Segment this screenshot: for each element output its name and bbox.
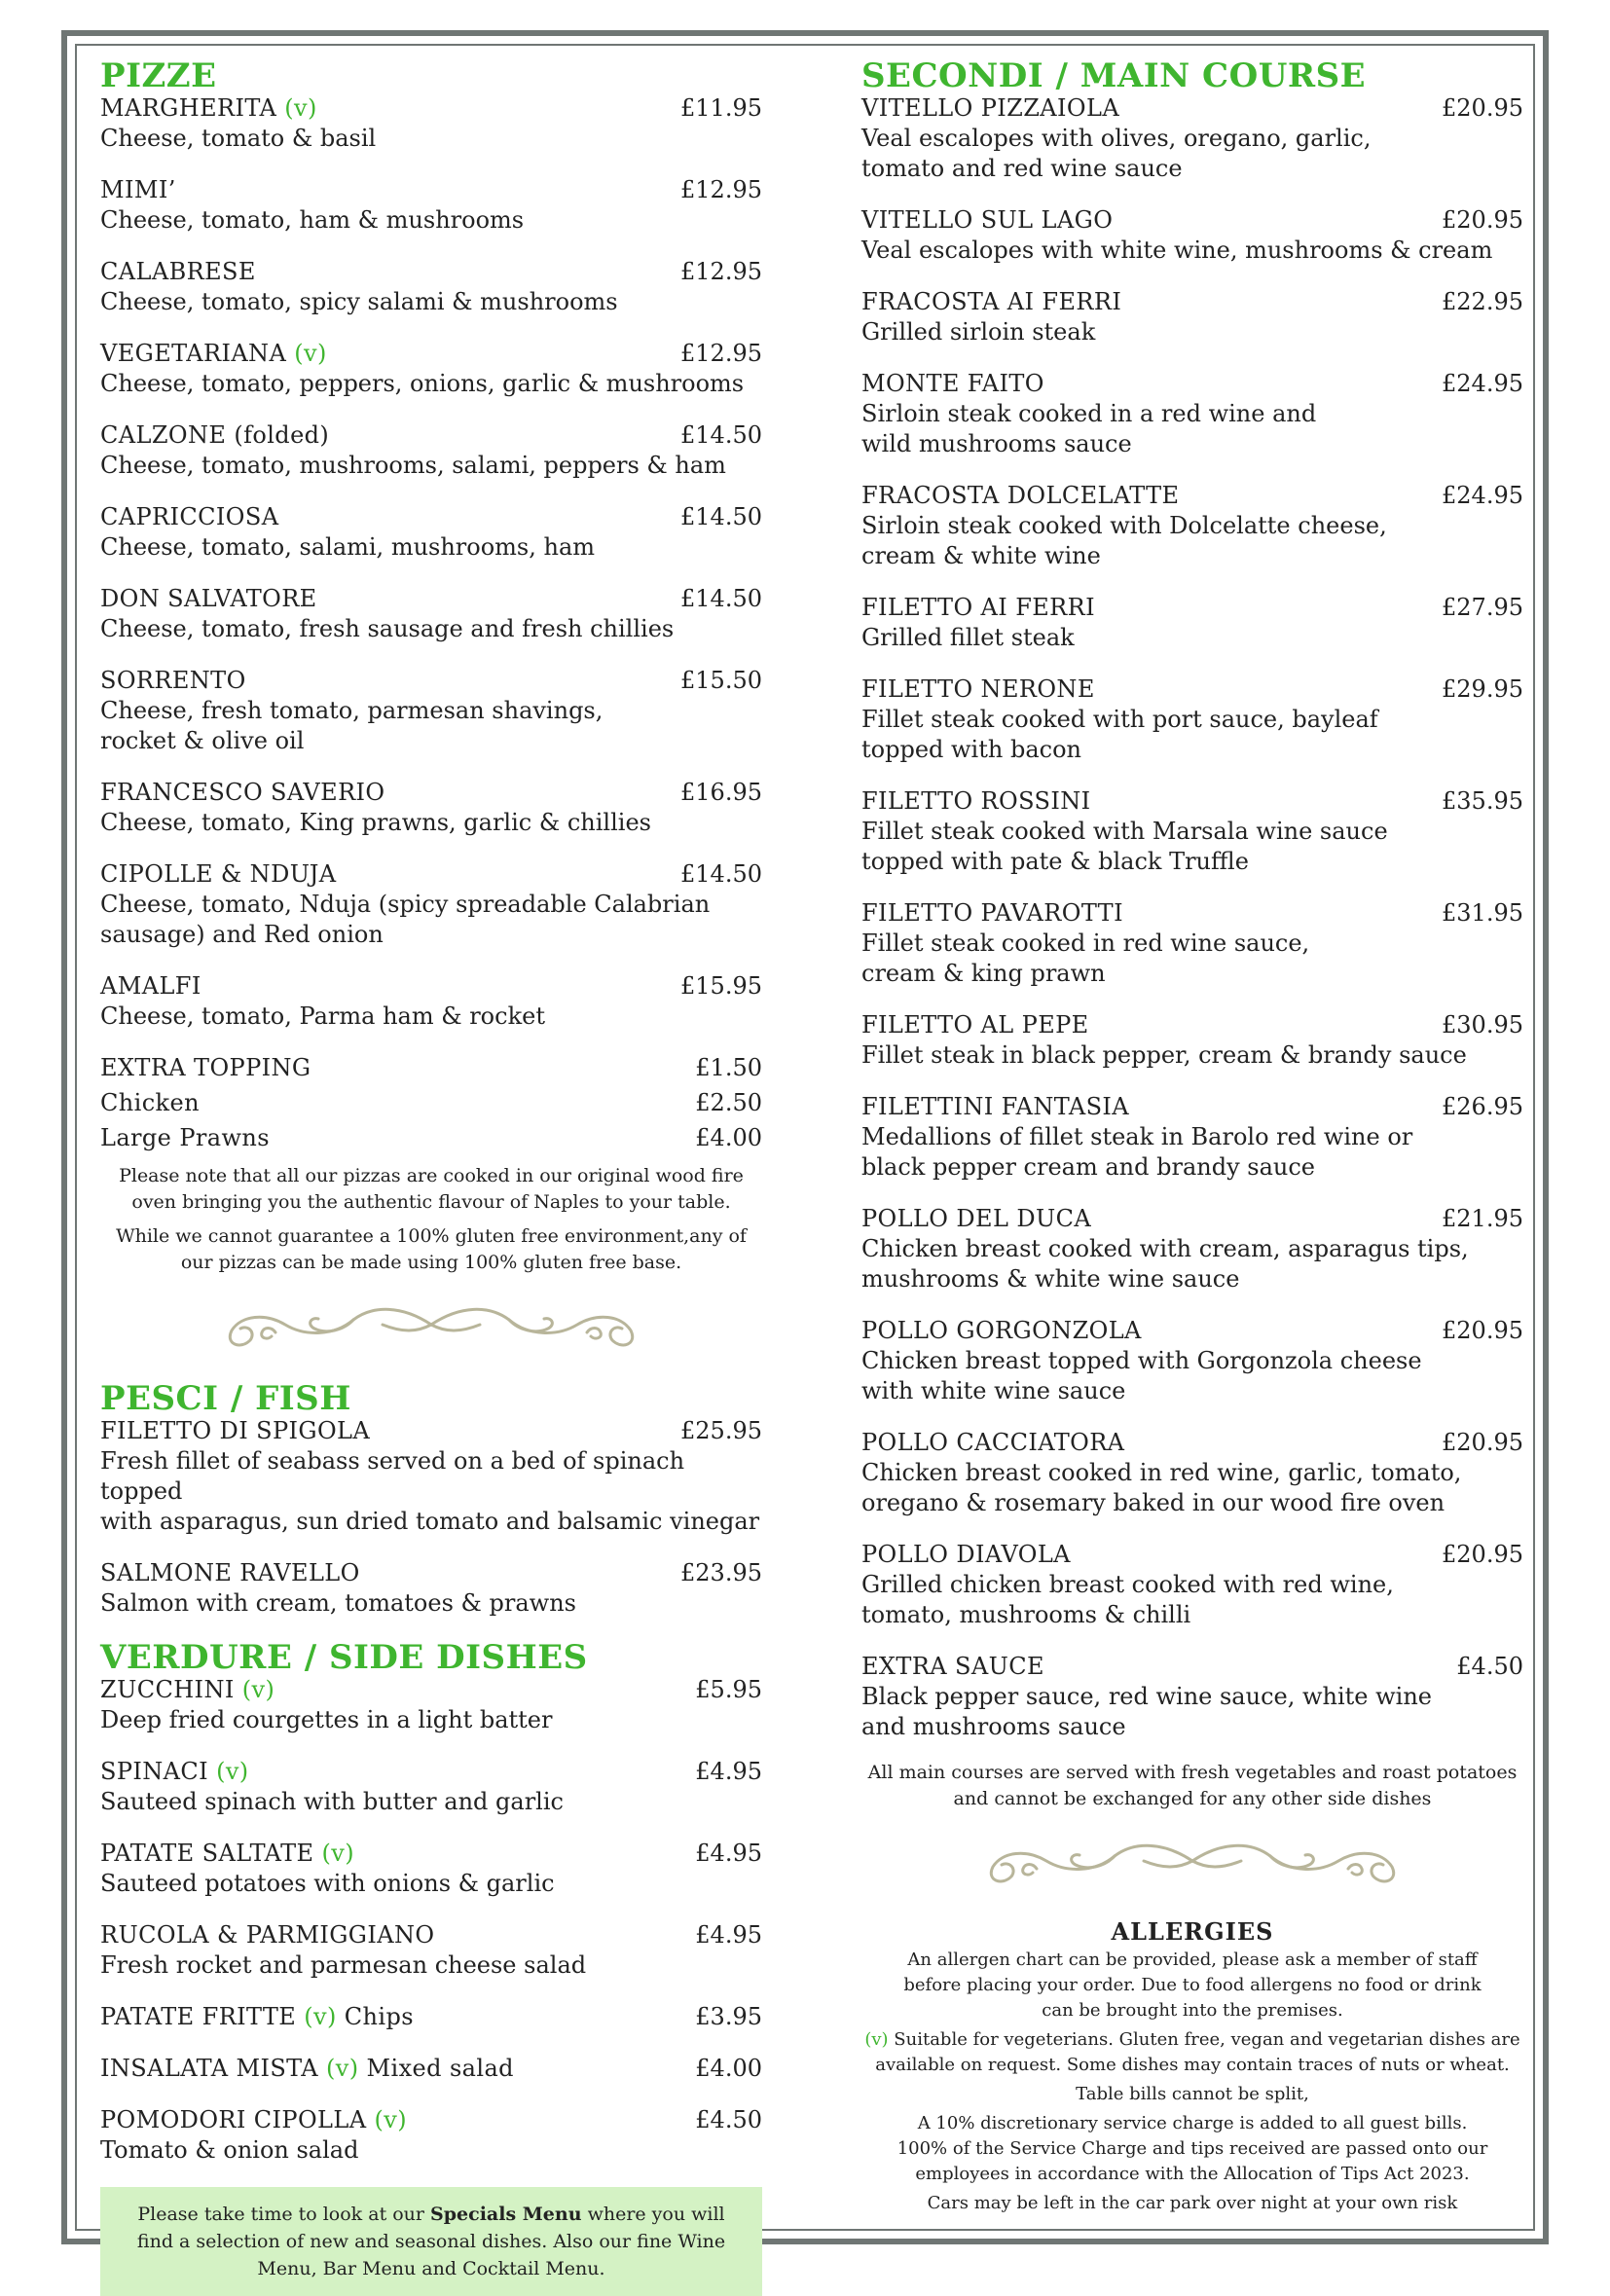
allergies-text-4: A 10% discretionary service charge is added to all guest bills. 100% of the Service Charge and tips received are passed onto our employees in accordance with the Allocation of Tips Act 2023. <box>896 2113 1488 2184</box>
menu-item-row <box>861 1316 1523 1346</box>
menu-item-row <box>100 1839 762 1869</box>
menu-item <box>100 339 762 399</box>
menu-item-title: PATATE SALTATE <box>100 1840 322 1867</box>
menu-item-row <box>100 420 762 451</box>
menu-item <box>100 93 762 154</box>
allergies-veg-text: Suitable for vegeterians. Gluten free, vegan and vegetarian dishes are available on request. Some dishes may contain traces of nuts or wheat. <box>875 2029 1520 2075</box>
menu-item-name <box>861 1428 1124 1458</box>
pizza-note-2: While we cannot guarantee a 100% gluten free environment,any of our pizzas can be made using 100% gluten free base. <box>116 1225 747 1273</box>
menu-item-description: Sauteed spinach with butter and garlic <box>100 1788 564 1815</box>
specials-pre: Please take time to look at our <box>137 2204 431 2225</box>
menu-item-price: £20.95 <box>1442 1317 1523 1344</box>
allergies-text-3: Table bills cannot be split, <box>1076 2084 1309 2104</box>
menu-item-name <box>100 339 327 369</box>
pesci-list <box>100 1416 762 1619</box>
menu-item <box>861 1540 1523 1630</box>
menu-item-price: £14.50 <box>680 585 762 612</box>
menu-item-title: PATATE FRITTE <box>100 2003 305 2030</box>
menu-item-description: Cheese, tomato, fresh sausage and fresh chillies <box>100 615 675 642</box>
menu-item-description: Sauteed potatoes with onions & garlic <box>100 1870 555 1897</box>
allergies-text-2 <box>861 2027 1523 2078</box>
menu-item-price: £25.95 <box>680 1417 762 1444</box>
menu-item-description: Sirloin steak cooked in a red wine and wild mushrooms sauce <box>861 400 1317 457</box>
menu-item-price: £35.95 <box>1442 787 1523 815</box>
menu-item-description: Cheese, tomato, Parma ham & rocket <box>100 1002 545 1030</box>
menu-item <box>100 666 762 756</box>
menu-item-name <box>100 2002 414 2032</box>
menu-item-row <box>100 93 762 124</box>
menu-item <box>100 1675 762 1735</box>
menu-item <box>100 2054 762 2084</box>
menu-item-price: £31.95 <box>1442 899 1523 927</box>
verdure-heading: VERDURE / SIDE DISHES <box>100 1638 588 1677</box>
menu-item-title: FILETTO NERONE <box>861 675 1095 703</box>
extra-topping-price: £2.50 <box>695 1089 762 1116</box>
menu-item-name <box>100 971 201 1002</box>
extra-topping-row <box>100 1123 762 1153</box>
menu-item-price: £12.95 <box>680 176 762 203</box>
menu-item-row <box>861 1010 1523 1040</box>
verdure-list <box>100 1675 762 2166</box>
menu-item-name <box>861 1010 1089 1040</box>
menu-item-title: FRACOSTA DOLCELATTE <box>861 482 1180 509</box>
menu-item-description: Cheese, tomato, peppers, onions, garlic & mushrooms <box>100 370 745 397</box>
menu-item-title: FRACOSTA AI FERRI <box>861 288 1122 315</box>
menu-item-row <box>861 898 1523 929</box>
menu-item-subtitle: Mixed salad <box>358 2055 514 2082</box>
menu-item-price: £20.95 <box>1442 1541 1523 1568</box>
menu-item-price: £3.95 <box>695 2003 762 2030</box>
menu-item-price: £26.95 <box>1442 1093 1523 1120</box>
allergies-text-1: An allergen chart can be provided, please ask a member of staff before placing your order. Due to food allergens no food or drink can be brought into the premises. <box>903 1950 1482 2021</box>
pizza-note <box>100 1163 762 1276</box>
menu-item-description: Salmon with cream, tomatoes & prawns <box>100 1589 576 1617</box>
menu-item-description: Fresh rocket and parmesan cheese salad <box>100 1951 587 1979</box>
menu-item-row <box>100 778 762 808</box>
menu-item-row <box>861 786 1523 817</box>
menu-item <box>861 1204 1523 1294</box>
menu-item-title: DON SALVATORE <box>100 585 317 612</box>
menu-item-name <box>100 1920 434 1950</box>
menu-item-title: VITELLO SUL LAGO <box>861 206 1114 234</box>
menu-item <box>100 1920 762 1981</box>
menu-item-title: EXTRA SAUCE <box>861 1653 1044 1680</box>
menu-item-title: POMODORI CIPOLLA <box>100 2106 375 2133</box>
menu-item-row <box>100 2054 762 2084</box>
menu-item-name <box>100 859 336 890</box>
menu-item-name <box>100 175 176 205</box>
menu-item-price: £4.95 <box>695 1758 762 1785</box>
menu-item-title: POLLO DIAVOLA <box>861 1541 1071 1568</box>
menu-item-description: Chicken breast topped with Gorgonzola cheese with white wine sauce <box>861 1347 1422 1404</box>
menu-item-description: Cheese, tomato & basil <box>100 125 377 152</box>
menu-item-description: Cheese, tomato, mushrooms, salami, peppers & ham <box>100 452 726 479</box>
menu-item-name <box>861 1204 1091 1234</box>
menu-item-description: Veal escalopes with white wine, mushrooms & cream <box>861 237 1493 264</box>
vegetarian-marker: (v) <box>241 1676 275 1703</box>
specials-box <box>100 2187 762 2296</box>
menu-item-title: MONTE FAITO <box>861 370 1044 397</box>
menu-item-title: FILETTO AI FERRI <box>861 594 1095 621</box>
menu-item-title: CALZONE (folded) <box>100 421 330 449</box>
menu-item-name <box>100 420 329 451</box>
menu-item-row <box>861 205 1523 236</box>
menu-item-row <box>100 257 762 287</box>
menu-item-title: ZUCCHINI <box>100 1676 242 1703</box>
menu-item-name <box>100 257 256 287</box>
menu-item-description: Cheese, fresh tomato, parmesan shavings, rocket & olive oil <box>100 697 604 754</box>
menu-item <box>100 1416 762 1537</box>
menu-item <box>100 1839 762 1899</box>
menu-item-row <box>861 674 1523 705</box>
menu-item-description: Fillet steak in black pepper, cream & brandy sauce <box>861 1041 1467 1069</box>
menu-item-name <box>100 1757 249 1787</box>
menu-item <box>861 1428 1523 1518</box>
menu-item-name <box>861 369 1044 399</box>
pizza-note-1: Please note that all our pizzas are cooked in our original wood fire oven bringing you the authentic flavour of Naples to your table. <box>119 1165 744 1213</box>
menu-item-price: £12.95 <box>680 258 762 285</box>
extra-toppings <box>100 1053 762 1153</box>
menu-item-title: INSALATA MISTA <box>100 2055 327 2082</box>
menu-item-row <box>100 1757 762 1787</box>
menu-item-row <box>100 666 762 696</box>
menu-item-description: Veal escalopes with olives, oregano, garlic, tomato and red wine sauce <box>861 125 1372 182</box>
menu-item-name <box>100 1839 354 1869</box>
menu-item-price: £4.50 <box>695 2106 762 2133</box>
menu-item-title: FILETTO DI SPIGOLA <box>100 1417 371 1444</box>
secondi-list <box>861 93 1523 1742</box>
menu-item-description: Grilled fillet steak <box>861 624 1075 651</box>
menu-item-price: £15.50 <box>680 667 762 694</box>
menu-item-title: AMALFI <box>100 972 201 1000</box>
main-course-note: All main courses are served with fresh vegetables and roast potatoes and cannot be exchanged for any other side dishes <box>867 1762 1518 1809</box>
menu-item-description: Cheese, tomato, King prawns, garlic & chillies <box>100 809 651 836</box>
menu-item-title: MARGHERITA <box>100 94 285 122</box>
menu-item-price: £14.50 <box>680 421 762 449</box>
menu-item-description: Deep fried courgettes in a light batter <box>100 1706 553 1733</box>
menu-item-title: FILETTINI FANTASIA <box>861 1093 1130 1120</box>
menu-item <box>100 2105 762 2166</box>
extra-topping-name: Large Prawns <box>100 1124 270 1151</box>
menu-item-name <box>100 778 385 808</box>
menu-item <box>861 786 1523 877</box>
menu-item-row <box>100 2105 762 2135</box>
menu-item <box>861 1652 1523 1742</box>
menu-item <box>100 175 762 236</box>
menu-item <box>861 898 1523 989</box>
menu-item-name <box>861 593 1095 623</box>
vegetarian-marker: (v) <box>321 1840 354 1867</box>
menu-item <box>861 205 1523 266</box>
menu-item-name <box>100 502 278 532</box>
menu-item-description: Chicken breast cooked in red wine, garlic, tomato, oregano & rosemary baked in our wood fire oven <box>861 1459 1462 1516</box>
menu-item <box>861 674 1523 765</box>
menu-item-name <box>100 1558 360 1588</box>
menu-item-title: FILETTO PAVAROTTI <box>861 899 1123 927</box>
menu-item <box>100 778 762 838</box>
menu-item-row <box>861 1092 1523 1122</box>
menu-item-name <box>100 2105 407 2135</box>
left-column <box>100 58 762 2296</box>
menu-item-description: Fillet steak cooked in red wine sauce, cream & king prawn <box>861 929 1310 987</box>
extra-topping-row <box>100 1088 762 1118</box>
menu-item <box>861 593 1523 653</box>
menu-item-title: SALMONE RAVELLO <box>100 1559 360 1586</box>
menu-item-name <box>861 481 1179 511</box>
menu-item-description: Sirloin steak cooked with Dolcelatte cheese, cream & white wine <box>861 512 1387 569</box>
menu-item-name <box>861 287 1121 317</box>
menu-item-price: £27.95 <box>1442 594 1523 621</box>
menu-item-price: £14.50 <box>680 860 762 888</box>
menu-item-row <box>100 502 762 532</box>
menu-item-title: POLLO DEL DUCA <box>861 1205 1092 1232</box>
extra-topping-name: EXTRA TOPPING <box>100 1054 311 1081</box>
menu-item-price: £5.95 <box>695 1676 762 1703</box>
menu-item-subtitle: Chips <box>336 2003 414 2030</box>
menu-item-title: VITELLO PIZZAIOLA <box>861 94 1120 122</box>
menu-item-row <box>861 93 1523 124</box>
menu-item-row <box>861 1540 1523 1570</box>
menu-item-row <box>861 1652 1523 1682</box>
menu-item-row <box>100 1920 762 1950</box>
menu-item-title: CALABRESE <box>100 258 256 285</box>
menu-item-row <box>861 593 1523 623</box>
menu-item-name <box>100 1675 274 1705</box>
menu-item <box>861 93 1523 184</box>
extra-topping-name: Chicken <box>100 1089 200 1116</box>
extra-topping-row <box>100 1053 762 1083</box>
menu-item <box>100 1757 762 1817</box>
menu-item <box>861 287 1523 347</box>
menu-item-title: MIMI’ <box>100 176 176 203</box>
right-column <box>861 58 1523 2220</box>
vegetarian-marker: (v) <box>304 2003 337 2030</box>
menu-item-name <box>861 786 1091 817</box>
menu-item-price: £4.00 <box>695 2055 762 2082</box>
menu-item-title: FRANCESCO SAVERIO <box>100 779 385 806</box>
menu-item-description: Cheese, tomato, ham & mushrooms <box>100 206 525 234</box>
menu-item-row <box>100 1675 762 1705</box>
extra-topping-price: £1.50 <box>695 1054 762 1081</box>
menu-item-name <box>100 2054 514 2084</box>
menu-item-description: Chicken breast cooked with cream, asparagus tips, mushrooms & white wine sauce <box>861 1235 1469 1293</box>
menu-item <box>100 502 762 563</box>
menu-item-price: £11.95 <box>680 94 762 122</box>
menu-item-row <box>861 369 1523 399</box>
menu-item-price: £16.95 <box>680 779 762 806</box>
menu-item-description: Grilled sirloin steak <box>861 318 1096 346</box>
menu-item-name <box>861 205 1113 236</box>
menu-item-description: Black pepper sauce, red wine sauce, white wine and mushrooms sauce <box>861 1683 1433 1740</box>
menu-item-description: Fillet steak cooked with port sauce, bayleaf topped with bacon <box>861 706 1378 763</box>
menu-item <box>861 1010 1523 1071</box>
menu-item-description: Cheese, tomato, spicy salami & mushrooms <box>100 288 618 315</box>
menu-item-name <box>861 1652 1044 1682</box>
menu-item-title: VEGETARIANA <box>100 340 295 367</box>
menu-item <box>100 420 762 481</box>
menu-item-price: £4.50 <box>1456 1653 1523 1680</box>
secondi-heading: SECONDI / MAIN COURSE <box>861 56 1367 95</box>
menu-item-title: POLLO CACCIATORA <box>861 1429 1125 1456</box>
menu-item <box>100 859 762 950</box>
menu-item-name <box>861 1092 1129 1122</box>
menu-item-price: £4.95 <box>695 1840 762 1867</box>
menu-item <box>861 369 1523 459</box>
menu-item-price: £24.95 <box>1442 370 1523 397</box>
menu-item-price: £12.95 <box>680 340 762 367</box>
vegetarian-marker: (v) <box>294 340 327 367</box>
vegetarian-marker: (v) <box>374 2106 407 2133</box>
menu-item <box>861 1316 1523 1406</box>
pizze-list <box>100 93 762 1032</box>
menu-item-title: CAPRICCIOSA <box>100 503 279 530</box>
menu-item-row <box>100 1558 762 1588</box>
menu-item-row <box>100 1416 762 1446</box>
menu-item-name <box>100 93 317 124</box>
menu-item-price: £23.95 <box>680 1559 762 1586</box>
menu-item-name <box>861 1316 1142 1346</box>
menu-item-row <box>861 1204 1523 1234</box>
menu-item-price: £22.95 <box>1442 288 1523 315</box>
menu-item-price: £30.95 <box>1442 1011 1523 1039</box>
menu-item-name <box>100 1416 370 1446</box>
menu-item <box>100 971 762 1032</box>
allergies-text-5: Cars may be left in the car park over night at your own risk <box>927 2193 1458 2213</box>
menu-item-title: SORRENTO <box>100 667 246 694</box>
menu-item-name <box>861 674 1095 705</box>
menu-item-description: Cheese, tomato, salami, mushrooms, ham <box>100 533 596 561</box>
menu-item <box>861 1092 1523 1183</box>
menu-item-row <box>861 287 1523 317</box>
menu-item-price: £29.95 <box>1442 675 1523 703</box>
flourish-divider <box>969 1832 1416 1892</box>
menu-item-price: £4.95 <box>695 1921 762 1949</box>
menu-item-row <box>861 1428 1523 1458</box>
menu-item-row <box>100 859 762 890</box>
menu-item-name <box>861 1540 1071 1570</box>
menu-item-price: £21.95 <box>1442 1205 1523 1232</box>
specials-post: where you will find a selection of new and seasonal dishes. Also our fine Wine Menu, Bar Menu and Cocktail Menu. <box>136 2204 726 2279</box>
menu-item-title: SPINACI <box>100 1758 217 1785</box>
menu-item-name <box>100 584 317 614</box>
vegetarian-marker: (v) <box>216 1758 249 1785</box>
menu-item-description: Fillet steak cooked with Marsala wine sauce topped with pate & black Truffle <box>861 818 1388 875</box>
menu-item-description: Grilled chicken breast cooked with red wine, tomato, mushrooms & chilli <box>861 1571 1394 1628</box>
menu-item <box>100 2002 762 2032</box>
menu-item-price: £24.95 <box>1442 482 1523 509</box>
menu-item-title: RUCOLA & PARMIGGIANO <box>100 1921 435 1949</box>
menu-item-title: POLLO GORGONZOLA <box>861 1317 1142 1344</box>
menu-item <box>100 584 762 644</box>
menu-item-name <box>100 666 246 696</box>
specials-menu-name: Specials Menu <box>430 2204 582 2225</box>
menu-item-price: £15.95 <box>680 972 762 1000</box>
menu-item-row <box>100 2002 762 2032</box>
menu-item-row <box>861 481 1523 511</box>
menu-item-row <box>100 584 762 614</box>
vegetarian-marker: (v) <box>284 94 317 122</box>
menu-item-row <box>100 971 762 1002</box>
menu-item-description: Fresh fillet of seabass served on a bed of spinach topped with asparagus, sun dried tomato and balsamic vinegar <box>100 1447 760 1535</box>
veg-marker: (v) <box>864 2029 889 2050</box>
menu-item <box>861 481 1523 571</box>
pesci-heading: PESCI / FISH <box>100 1379 351 1418</box>
menu-item-price: £14.50 <box>680 503 762 530</box>
menu-item-row <box>100 339 762 369</box>
menu-item-price: £20.95 <box>1442 206 1523 234</box>
menu-item-title: CIPOLLE & NDUJA <box>100 860 337 888</box>
menu-item-row <box>100 175 762 205</box>
allergies-heading: ALLERGIES <box>1111 1917 1274 1946</box>
menu-item <box>100 257 762 317</box>
menu-item-description: Tomato & onion salad <box>100 2136 359 2164</box>
menu-item-name <box>861 93 1119 124</box>
vegetarian-marker: (v) <box>326 2055 359 2082</box>
menu-item <box>100 1558 762 1619</box>
extra-topping-price: £4.00 <box>695 1124 762 1151</box>
menu-item-name <box>861 898 1123 929</box>
menu-item-price: £20.95 <box>1442 94 1523 122</box>
pizze-heading: PIZZE <box>100 56 217 95</box>
menu-item-description: Medallions of fillet steak in Barolo red wine or black pepper cream and brandy sauce <box>861 1123 1413 1181</box>
menu-item-title: FILETTO ROSSINI <box>861 787 1091 815</box>
flourish-divider <box>207 1295 655 1356</box>
menu-item-description: Cheese, tomato, Nduja (spicy spreadable Calabrian sausage) and Red onion <box>100 891 711 948</box>
menu-item-price: £20.95 <box>1442 1429 1523 1456</box>
menu-item-title: FILETTO AL PEPE <box>861 1011 1089 1039</box>
